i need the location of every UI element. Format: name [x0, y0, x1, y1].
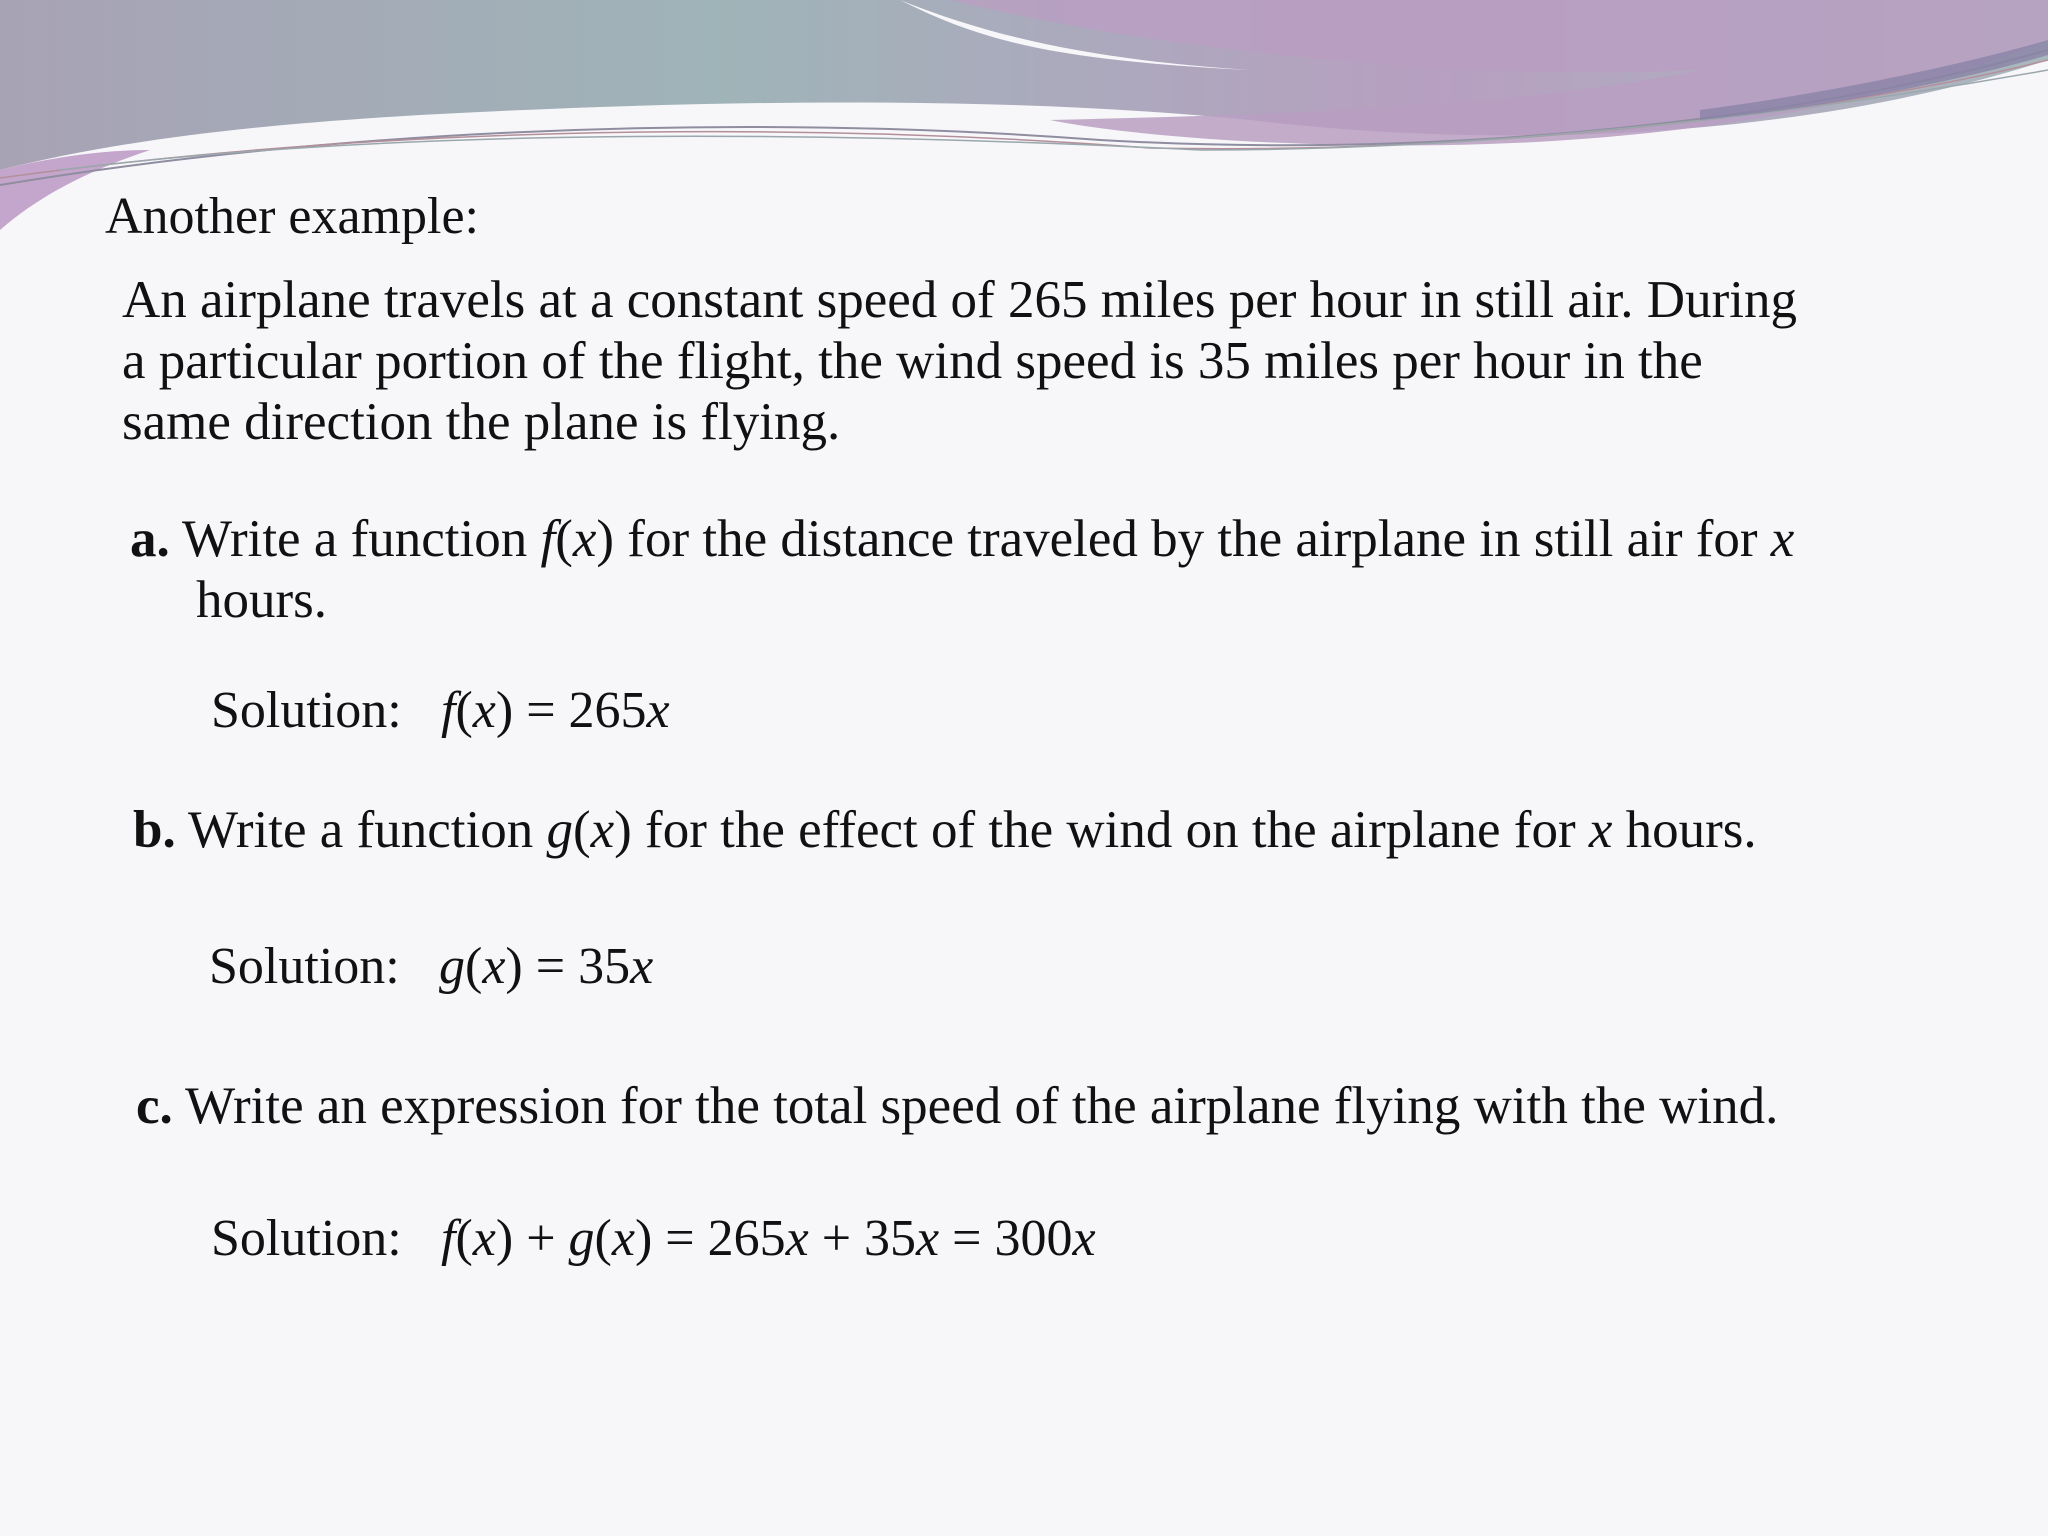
- solution-a-paren: (: [455, 682, 473, 739]
- problem-line-3: same direction the plane is flying.: [122, 393, 841, 451]
- question-a: [130, 508, 1794, 572]
- solution-a-label: Solution:: [211, 682, 402, 739]
- solution-b-var: x: [482, 938, 506, 995]
- solution-c-x4: x: [916, 1210, 940, 1267]
- question-b-var-end: x: [1588, 801, 1613, 859]
- question-a-paren-close: ): [596, 510, 615, 568]
- solution-c-eq2: = 300: [939, 1210, 1073, 1267]
- solution-b-paren: (: [465, 938, 483, 995]
- solution-c: [211, 1208, 1096, 1270]
- solution-b-func: g: [439, 938, 465, 995]
- question-b-paren-close: ): [614, 801, 632, 859]
- solution-a-var: x: [472, 682, 496, 739]
- question-b-text-1: Write a function: [175, 801, 547, 859]
- question-b-func: g: [546, 801, 573, 859]
- question-b-label: b.: [133, 801, 176, 859]
- solution-c-p2: (: [594, 1210, 612, 1267]
- solution-b: [209, 936, 653, 998]
- question-a-text-2: for the distance traveled by the airplane in still air for: [614, 510, 1771, 568]
- question-b-text-2: for the effect of the wind on the airplane for: [631, 801, 1589, 859]
- solution-c-plus2: + 35: [808, 1210, 917, 1267]
- question-a-text-1: Write a function: [169, 510, 541, 568]
- solution-b-var2: x: [630, 938, 654, 995]
- solution-a-func: f: [441, 682, 456, 739]
- solution-c-x2: x: [611, 1210, 635, 1267]
- solution-c-g: g: [568, 1210, 595, 1267]
- solution-b-label: Solution:: [209, 938, 400, 995]
- solution-a-rest: ) = 265: [495, 682, 647, 739]
- question-b-text-3: hours.: [1612, 801, 1757, 859]
- question-b-paren-open: (: [572, 801, 591, 859]
- question-c: [136, 1075, 1778, 1139]
- question-a-var: x: [572, 510, 597, 568]
- question-b-var: x: [590, 801, 615, 859]
- solution-c-x1: x: [472, 1210, 496, 1267]
- solution-c-label: Solution:: [211, 1210, 402, 1267]
- solution-c-plus: ) +: [495, 1210, 569, 1267]
- solution-c-f: f: [441, 1210, 456, 1267]
- question-c-label: c.: [136, 1077, 173, 1135]
- question-a-continuation: hours.: [196, 571, 328, 629]
- solution-a-var2: x: [646, 682, 670, 739]
- slide-title: Another example:: [105, 188, 479, 245]
- problem-statement: [122, 270, 1942, 453]
- solution-a: [211, 680, 670, 742]
- problem-line-2: a particular portion of the flight, the wind speed is 35 miles per hour in the: [122, 332, 1703, 390]
- question-a-paren-open: (: [555, 510, 573, 568]
- question-c-text: Write an expression for the total speed of the airplane flying with the wind.: [172, 1077, 1779, 1135]
- question-a-var-end: x: [1770, 510, 1795, 568]
- question-a-func: f: [540, 510, 556, 568]
- solution-c-x3: x: [785, 1210, 809, 1267]
- solution-c-eq1: ) = 265: [634, 1210, 786, 1267]
- solution-c-x5: x: [1072, 1210, 1096, 1267]
- solution-c-p1: (: [455, 1210, 473, 1267]
- problem-line-1: An airplane travels at a constant speed of 265 miles per hour in still air. During: [122, 271, 1797, 329]
- question-a-label: a.: [130, 510, 170, 568]
- question-b: [133, 799, 1757, 863]
- solution-b-rest: ) = 35: [505, 938, 631, 995]
